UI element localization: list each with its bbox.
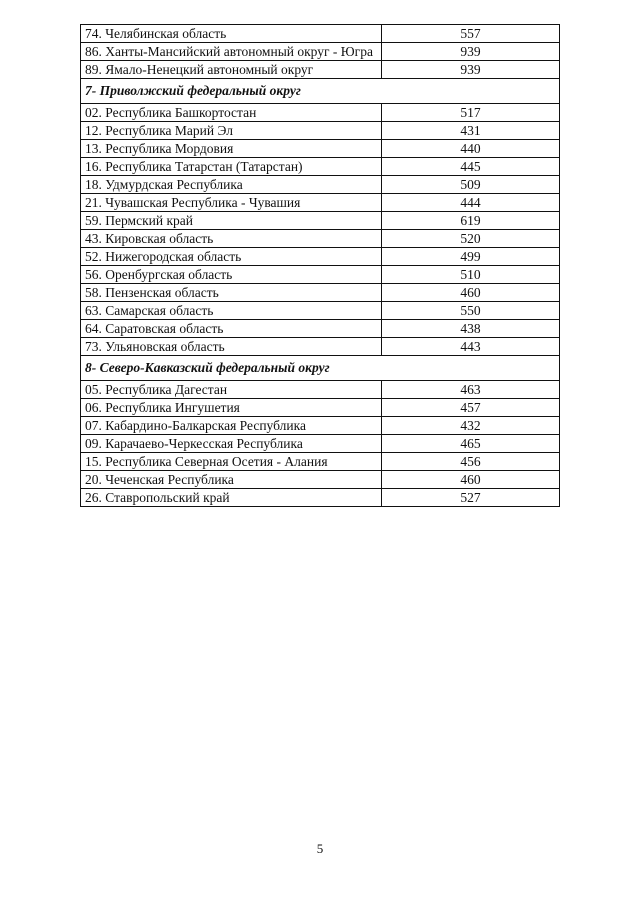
region-value: 431 xyxy=(382,122,560,140)
region-value: 460 xyxy=(382,284,560,302)
region-value: 432 xyxy=(382,417,560,435)
regions-table xyxy=(80,24,560,507)
section-header: 8- Северо-Кавказский федеральный округ xyxy=(81,356,560,381)
region-name: 89. Ямало-Ненецкий автономный округ xyxy=(81,61,382,79)
table-row xyxy=(81,43,560,61)
region-name: 86. Ханты-Мансийский автономный округ - Югра xyxy=(81,43,382,61)
region-value: 619 xyxy=(382,212,560,230)
region-name: 59. Пермский край xyxy=(81,212,382,230)
region-name: 58. Пензенская область xyxy=(81,284,382,302)
section-header-row xyxy=(81,356,560,381)
region-value: 465 xyxy=(382,435,560,453)
region-value: 557 xyxy=(382,25,560,43)
table-row xyxy=(81,453,560,471)
region-name: 09. Карачаево-Черкесская Республика xyxy=(81,435,382,453)
region-name: 74. Челябинская область xyxy=(81,25,382,43)
region-value: 457 xyxy=(382,399,560,417)
region-value: 939 xyxy=(382,43,560,61)
region-value: 499 xyxy=(382,248,560,266)
region-value: 444 xyxy=(382,194,560,212)
table-row xyxy=(81,122,560,140)
region-value: 440 xyxy=(382,140,560,158)
region-name: 52. Нижегородская область xyxy=(81,248,382,266)
region-name: 16. Республика Татарстан (Татарстан) xyxy=(81,158,382,176)
table-row xyxy=(81,230,560,248)
region-name: 05. Республика Дагестан xyxy=(81,381,382,399)
table-row xyxy=(81,176,560,194)
table-row xyxy=(81,417,560,435)
region-value: 460 xyxy=(382,471,560,489)
table-row xyxy=(81,320,560,338)
region-value: 520 xyxy=(382,230,560,248)
region-value: 527 xyxy=(382,489,560,507)
regions-table-wrapper xyxy=(80,24,560,507)
region-value: 517 xyxy=(382,104,560,122)
region-name: 26. Ставропольский край xyxy=(81,489,382,507)
region-name: 13. Республика Мордовия xyxy=(81,140,382,158)
region-value: 438 xyxy=(382,320,560,338)
table-row xyxy=(81,61,560,79)
table-row xyxy=(81,158,560,176)
region-name: 56. Оренбургская область xyxy=(81,266,382,284)
table-row xyxy=(81,471,560,489)
table-row xyxy=(81,435,560,453)
table-row xyxy=(81,25,560,43)
table-row xyxy=(81,248,560,266)
table-row xyxy=(81,338,560,356)
table-row xyxy=(81,302,560,320)
region-name: 63. Самарская область xyxy=(81,302,382,320)
region-name: 20. Чеченская Республика xyxy=(81,471,382,489)
table-row xyxy=(81,381,560,399)
region-name: 06. Республика Ингушетия xyxy=(81,399,382,417)
region-value: 510 xyxy=(382,266,560,284)
region-name: 07. Кабардино-Балкарская Республика xyxy=(81,417,382,435)
section-header: 7- Приволжский федеральный округ xyxy=(81,79,560,104)
region-name: 43. Кировская область xyxy=(81,230,382,248)
region-name: 73. Ульяновская область xyxy=(81,338,382,356)
table-row xyxy=(81,266,560,284)
region-value: 509 xyxy=(382,176,560,194)
region-value: 463 xyxy=(382,381,560,399)
region-value: 456 xyxy=(382,453,560,471)
region-name: 12. Республика Марий Эл xyxy=(81,122,382,140)
table-row xyxy=(81,212,560,230)
region-name: 02. Республика Башкортостан xyxy=(81,104,382,122)
region-name: 18. Удмурдская Республика xyxy=(81,176,382,194)
region-name: 21. Чувашская Республика - Чувашия xyxy=(81,194,382,212)
table-row xyxy=(81,489,560,507)
region-value: 443 xyxy=(382,338,560,356)
region-value: 445 xyxy=(382,158,560,176)
region-value: 939 xyxy=(382,61,560,79)
table-row xyxy=(81,399,560,417)
table-row xyxy=(81,104,560,122)
region-name: 64. Саратовская область xyxy=(81,320,382,338)
table-row xyxy=(81,284,560,302)
table-row xyxy=(81,194,560,212)
region-name: 15. Республика Северная Осетия - Алания xyxy=(81,453,382,471)
section-header-row xyxy=(81,79,560,104)
page-number: 5 xyxy=(316,841,324,856)
regions-table-body xyxy=(81,25,560,507)
region-value: 550 xyxy=(382,302,560,320)
table-row xyxy=(81,140,560,158)
